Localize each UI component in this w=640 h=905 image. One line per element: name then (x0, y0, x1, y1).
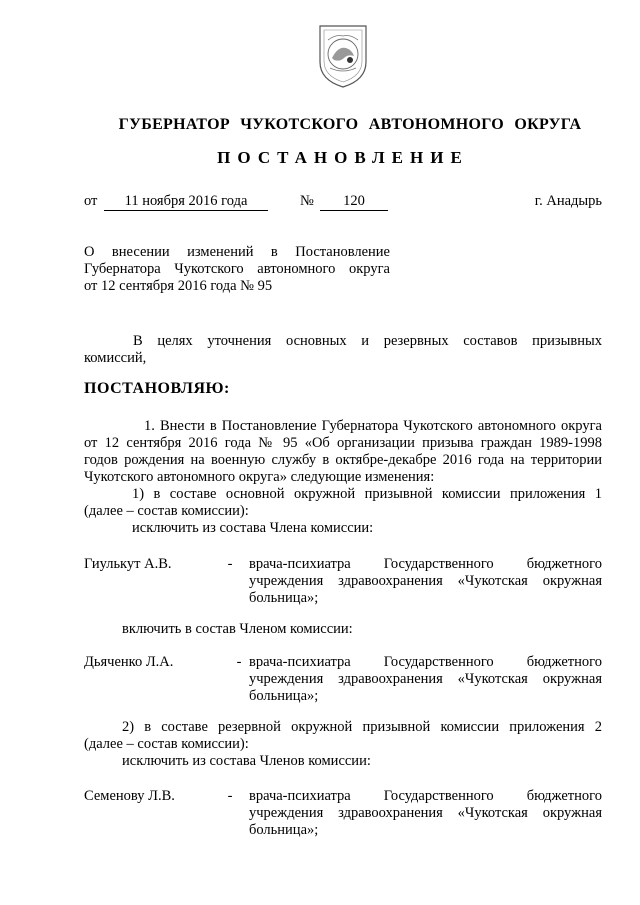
person-3-description (249, 788, 602, 839)
item-1 (84, 418, 602, 537)
person-3-desc-line: больница»; (249, 822, 319, 838)
subitem-1-line: 1) в составе основной окружной призывной комиссии приложения 1 (132, 486, 602, 502)
person-2-desc-line: больница»; (249, 688, 319, 704)
item-1-line: Чукотского автономного округа» следующие изменения: (84, 469, 435, 485)
item-1-line: годов рождения на военную службу в октябре-декабре 2016 года на территории (84, 452, 602, 468)
authority-title: ГУБЕРНАТОР ЧУКОТСКОГО АВТОНОМНОГО ОКРУГА (118, 116, 582, 133)
person-2-desc-line: учреждения здравоохранения «Чукотская окружная (249, 671, 602, 687)
subitem-2-line: 2) в составе резервной окружной призывной комиссии приложения 2 (122, 719, 602, 735)
preamble-line: В целях уточнения основных и резервных составов призывных (133, 333, 602, 349)
exclude-2-label: исключить из состава Членов комиссии: (122, 753, 371, 769)
from-label: от (84, 193, 98, 209)
person-3-desc-line: учреждения здравоохранения «Чукотская окружная (249, 805, 602, 821)
exclude-1-label: исключить из состава Члена комиссии: (132, 520, 374, 536)
preamble-line: комиссий, (84, 350, 147, 366)
person-3-name: Семенову Л.В. (84, 788, 175, 804)
person-1-description (249, 556, 602, 607)
person-2-name: Дьяченко Л.А. (84, 654, 174, 670)
subject-line: О внесении изменений в Постановление (84, 244, 390, 260)
document-number: 120 (320, 193, 388, 211)
person-1-name: Гиулькут А.В. (84, 556, 172, 572)
preamble (84, 333, 602, 367)
person-2-desc-line: врача-психиатра Государственного бюджетного (249, 654, 602, 670)
person-1-dash: - (227, 556, 233, 572)
item-1-line: 1. Внести в Постановление Губернатора Чукотского автономного округа (144, 418, 602, 434)
subject-line: от 12 сентября 2016 года № 95 (84, 278, 273, 294)
item-1-line: от 12 сентября 2016 года № 95 «Об организации призыва граждан 1989-1998 (84, 435, 602, 451)
decree-word: ПОСТАНОВЛЯЮ: (84, 380, 230, 397)
person-3-desc-line: врача-психиатра Государственного бюджетного (249, 788, 602, 804)
document-type-title: ПОСТАНОВЛЕНИЕ (217, 148, 469, 167)
person-3-dash: - (227, 788, 233, 804)
subject-block (84, 244, 390, 295)
include-1-label: включить в состав Членом комиссии: (122, 621, 353, 637)
subitem-1-line: (далее – состав комиссии): (84, 503, 249, 519)
subitem-2 (84, 719, 602, 770)
person-2-description (249, 654, 602, 705)
document-date: 11 ноября 2016 года (104, 193, 268, 211)
chukotka-coat-of-arms-icon (314, 20, 372, 90)
person-1-desc-line: врача-психиатра Государственного бюджетного (249, 556, 602, 572)
place-of-issue: г. Анадырь (534, 193, 602, 209)
subject-line: Губернатора Чукотского автономного округа (84, 261, 390, 277)
number-label: № (300, 193, 314, 209)
person-2-dash: - (236, 654, 242, 670)
person-1-desc-line: больница»; (249, 590, 319, 606)
person-1-desc-line: учреждения здравоохранения «Чукотская окружная (249, 573, 602, 589)
subitem-2-line: (далее – состав комиссии): (84, 736, 249, 752)
